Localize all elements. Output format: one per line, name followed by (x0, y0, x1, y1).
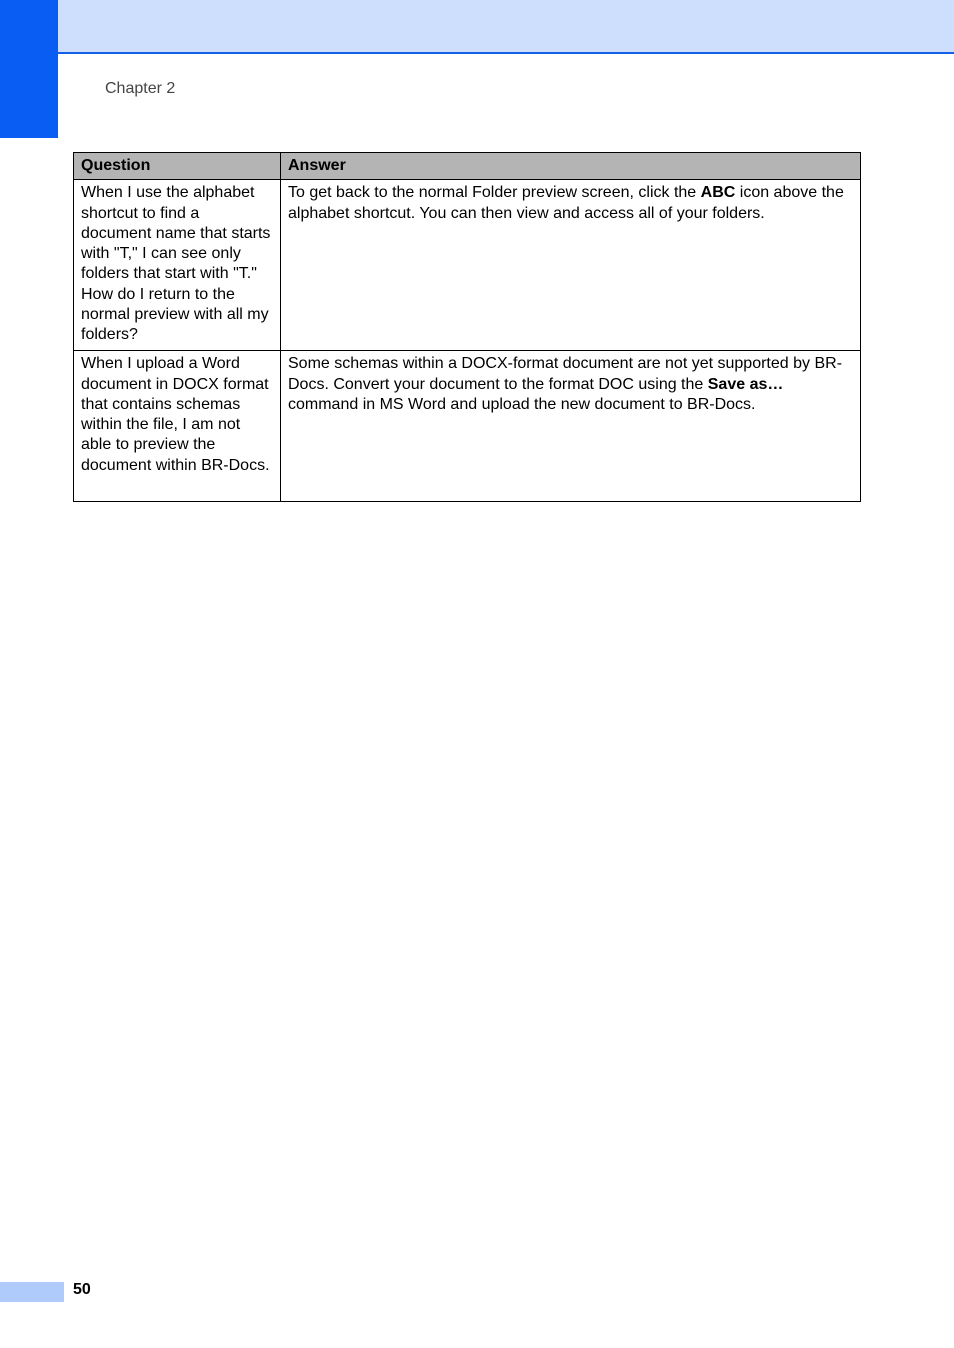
answer-cell (281, 180, 861, 351)
chapter-label: Chapter 2 (105, 80, 176, 97)
answer-text: Some schemas within a DOCX-format document are not yet supported by BR-Docs. Convert your document to the format DOC using the (288, 355, 843, 393)
column-header-answer: Answer (281, 153, 861, 180)
answer-text: command in MS Word and upload the new document to BR-Docs. (288, 395, 756, 413)
header-band (0, 0, 954, 54)
answer-bold-text: ABC (700, 184, 736, 202)
table-header-row (74, 153, 861, 180)
table-row (74, 180, 861, 351)
answer-cell (281, 351, 861, 502)
page-number: 50 (73, 1281, 91, 1298)
answer-bold-text: Save as… (707, 375, 784, 393)
question-cell: When I upload a Word document in DOCX format that contains schemas within the file, I am not able to preview the document within BR-Docs. (74, 351, 281, 502)
question-cell: When I use the alphabet shortcut to find a document name that starts with "T," I can see only folders that start with "T." How do I return to the normal preview with all my folders? (74, 180, 281, 351)
answer-text: icon above the alphabet shortcut. You can then view and access all of your folders. (288, 184, 844, 222)
faq-table (73, 152, 861, 502)
chapter-side-tab (0, 0, 58, 138)
table-row (74, 351, 861, 502)
column-header-question: Question (74, 153, 281, 180)
page-number-tab (0, 1282, 64, 1302)
answer-text: To get back to the normal Folder preview screen, click the (288, 184, 701, 202)
